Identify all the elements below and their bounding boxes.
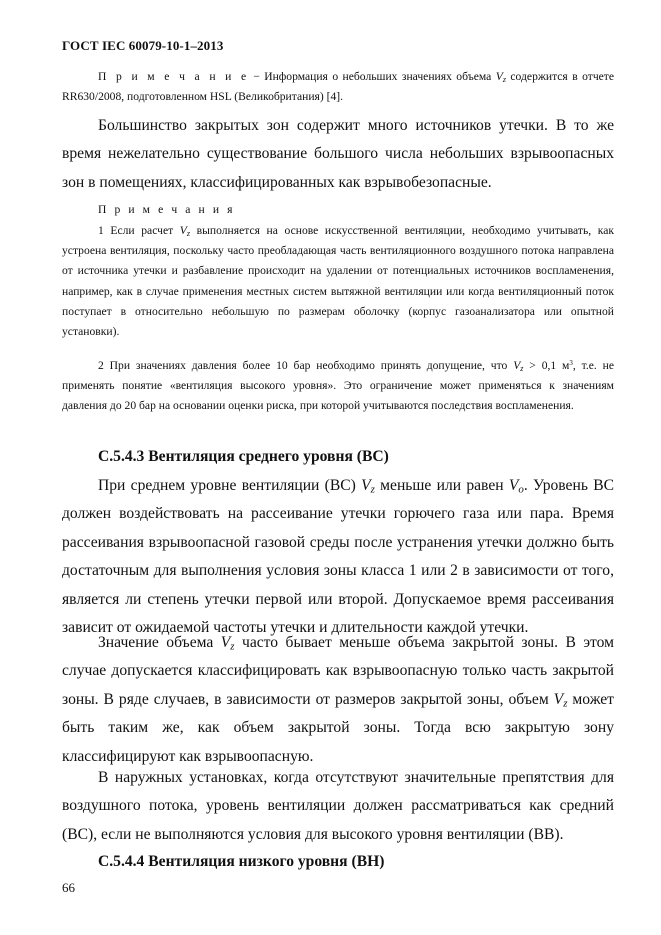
volume-subscript: o: [518, 483, 524, 496]
p3-text-a: Значение объема: [98, 634, 221, 651]
volume-subscript: z: [502, 75, 506, 85]
volume-subscript: z: [230, 640, 235, 653]
relation-text: > 0,1 м: [523, 359, 570, 372]
volume-symbol: V: [513, 359, 521, 372]
volume-symbol: V: [220, 634, 231, 651]
note-item-2-text-a: 2 При значениях давления более 10 бар необходимо принять допущение, что: [98, 359, 514, 372]
volume-symbol: V: [179, 224, 187, 237]
body-paragraph-2: [62, 472, 614, 642]
note-item-2: [62, 356, 614, 417]
page-header: ГОСТ IEC 60079-10-1–2013: [62, 38, 224, 53]
p2-text-a: При среднем уровне вентиляции (ВС): [98, 477, 362, 494]
volume-symbol: V: [495, 70, 503, 83]
volume-subscript: z: [520, 364, 524, 374]
body-paragraph-4: В наружных установках, когда отсутствуют значительные препятствия для воздушного потока, уровень вентиляции должен рассматриваться как средний (ВС), если не выполняются условия для высокого уровня вентиляции (ВВ).: [62, 769, 614, 843]
note-lead: П р и м е ч а н и е: [98, 70, 249, 83]
body-paragraph-1: Большинство закрытых зон содержит много источников утечки. В то же время нежелательно существование большого числа небольших взрывоопасных зон в помещениях, классифицированных как взрывобезопасные.: [62, 117, 614, 191]
note-text-b: содержится в отчете RR630/2008, подготовленном HSL (Великобритания) [4].: [62, 70, 615, 104]
note-item-2-text-b: , т.е. не применять понятие «вентиляция высокого уровня». Это ограничение может применяться к значениям давления до 20 бар на основании оценки риска, при которой учитываются последствия воспламенения.: [62, 359, 614, 413]
note-item-1-text-a: 1 Если расчет: [98, 224, 180, 237]
unit-superscript: 3: [569, 358, 573, 367]
p2-text-b: меньше или равен: [374, 477, 509, 494]
p2-text-c: . Уровень ВС должен воздействовать на рассеивание утечки горючего газа или пара. Время рассеивания взрывоопасной газовой среды после устранения утечки должно быть достаточным для выполнения условия зоны класса 1 или 2 в зависимости от того, является ли степень утечки первой или второй. Допускаемое время рассеивания зависит от ожидаемой частоты утечки и длительности каждой утечки.: [62, 477, 614, 637]
note-item-1-text-b: выполняется на основе искусственной вентиляции, необходимо учитывать, как устроена вентиляция, поскольку часто преобладающая часть вентиляционного воздушного потока направлена от источника утечки и разбавление происходит на удалении от потенциальных источников воспламенения, например, как в случае применения местных систем вытяжной вентиляции или когда вентиляционный поток поступает в относительно небольшую по размерам оболочку (корпус газоанализатора или опытной установки).: [62, 224, 614, 339]
note-paragraph: [62, 67, 614, 107]
section-heading-c543: С.5.4.3 Вентиляция среднего уровня (ВС): [98, 448, 389, 465]
page-number: 66: [62, 880, 75, 895]
volume-symbol: V: [553, 690, 564, 708]
notes-title-text: П р и м е ч а н и я: [98, 203, 236, 216]
volume-subscript: z: [186, 229, 191, 239]
volume-subscript: z: [370, 483, 375, 496]
note-text-a: Информация о небольших значениях объема: [264, 70, 496, 83]
volume-subscript: z: [563, 697, 568, 710]
section-heading-c544: С.5.4.4 Вентиляция низкого уровня (ВН): [98, 853, 385, 870]
p3-text-c: может быть таким же, как объем закрытой зоны. Тогда всю закрытую зону классифицируют как взрывоопасную.: [62, 690, 614, 765]
notes-title: [62, 200, 614, 220]
volume-symbol: V: [361, 477, 371, 494]
note-item-1: [62, 221, 614, 342]
p3-text-b: часто бывает меньше объема закрытой зоны. В этом случае допускается классифицировать как взрывоопасную только часть закрытой зоны. В ряде случаев, в зависимости от размеров закрытой зоны, объем: [62, 634, 614, 708]
volume-symbol: V: [508, 477, 519, 494]
body-paragraph-3: [62, 629, 614, 771]
note-dash: −: [248, 70, 265, 83]
